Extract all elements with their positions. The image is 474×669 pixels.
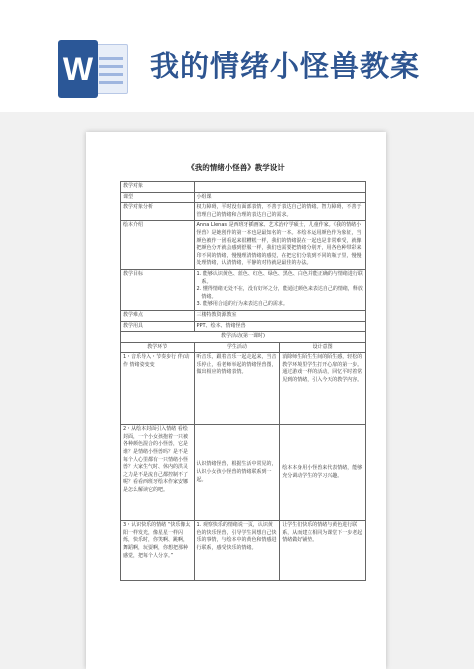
goals-cell (194, 269, 366, 310)
label-cell: 绘本介绍 (121, 221, 195, 270)
table-row (121, 332, 366, 343)
column-header: 教学环节 (121, 342, 195, 353)
column-header: 学生活动 (194, 342, 280, 353)
value-cell: Anna Llenas 是西班牙插画家、艺术治疗学硕士，儿童作家。《我的情绪小怪兽》是她创作的第一本也是最知名的一本。本绘本运用颜色作为象征，当颜色被作一团看起来很糟糕一样，我们的情绪混在一起也是非常难受，就像把颜色分开就会感到舒服一样，我们也需要把情绪分别开，用各色种带彩来印不同的情绪，慢慢理清情绪的感觉，在把它们分装到不同的瓶子里，慢慢处理情绪，认清情绪，平静的对待就是最佳的办法。 (194, 221, 366, 270)
label-cell: 教学用具 (121, 321, 195, 332)
document-page (86, 132, 386, 669)
label-cell: 教学难点 (121, 310, 195, 321)
value-cell: 三楼特教资源教室 (194, 310, 366, 321)
intent-cell: 消除师生陌生生间的陌生感，轻松的教学环境里学生打开心扉的第一步。通过游戏一样的活动，回忆平时着常见到的情绪，引入今天的教学内容。 (280, 353, 366, 425)
step-cell: 1・音乐导入・节奏步行 伴/动作 情绪姿变变 (121, 353, 195, 425)
value-cell: 权力障碍，平时没有面部表情，不善于表达自己的情绪。智力障碍，不善于管理自己的情绪和合理的表达自己的需求。 (194, 203, 366, 221)
word-badge: W (58, 40, 98, 98)
document-title: 《我的情绪小怪兽》教学设计 (187, 163, 285, 172)
goal-item: 1. 能够认识黄色、蓝色、红色、绿色、黑色、白色并能正确的与情绪进行联系。 (196, 270, 363, 285)
activity-cell: 认识情绪怪兽，根据生活中常见的，认识小女孩小怪兽的情绪联系到一起。 (194, 425, 280, 521)
table-row (121, 203, 366, 221)
label-cell: 课型 (121, 192, 195, 203)
table-row (121, 310, 366, 321)
goal-item: 2. 懂得情绪无处不在，没有好坏之分，能通过颜色来表达自己的情绪，释放情绪。 (196, 286, 363, 300)
intent-cell: 绘本本身用小怪兽来代表情绪，能够充分调动学生的学习兴趣。 (280, 425, 366, 521)
label-cell: 教学对象 (121, 182, 195, 193)
intent-cell: 让学生们快乐的情绪与黄色进行联系，从而建立相同为课堂下一步老起情绪做好铺垫。 (280, 521, 366, 581)
value-cell: 小组课 (194, 192, 366, 203)
table-row (121, 353, 366, 425)
step-cell: 2・从绘本封面引入情绪 看绘封面，一个小女孩抱着一只被各种颜色混合的小怪兽，它是谁？是情绪小怪兽吗？是不是每个人心里都有一只情绪小怪兽？大家生气时、休内的洪灵之力是不是流自己都控制不了呢？看看西班牙绘本作家安娜是怎么解读它的吧。 (121, 425, 195, 521)
page-header (0, 0, 474, 112)
word-document-icon (58, 40, 130, 98)
lesson-plan-table (120, 181, 366, 581)
table-header-row (121, 342, 366, 353)
label-cell: 教学对象分析 (121, 203, 195, 221)
table-row (121, 182, 366, 193)
table-row (121, 269, 366, 310)
activity-cell: 1. 观察快乐的情绪说一页，认识黄色的快乐怪兽，引导学生回想自己快乐的事情，与绘本中的黄色和情感进行联系，感受快乐的情绪。 (194, 521, 280, 581)
value-cell: PPT、绘本、情绪怪兽 (194, 321, 366, 332)
preview-area (0, 112, 474, 669)
table-row (121, 521, 366, 581)
page-title: 我的情绪小怪兽教案 (150, 49, 421, 83)
column-header: 设计意图 (280, 342, 366, 353)
section-title: 教学活动(第一课时) (121, 332, 366, 343)
label-cell: 教学目标 (121, 269, 195, 310)
activity-cell: 听音乐，跟着音乐一起走起来，当音乐停止，看老师举起的情绪怪兽图，做出相应的情绪表情。 (194, 353, 280, 425)
step-cell: 3・认识快乐的情绪 “快乐像太阳一样发光，像星星一样闪烁，快乐时，你笑啊、跳啊，舞蹈啊，玩耍啊，你想把那种感觉，把每个人分享。” (121, 521, 195, 581)
goal-item: 3. 能够用合适的行为来表达自己的需求。 (196, 301, 288, 308)
value-cell (194, 182, 366, 193)
table-row (121, 192, 366, 203)
table-row (121, 221, 366, 270)
table-row (121, 321, 366, 332)
table-row (121, 425, 366, 521)
